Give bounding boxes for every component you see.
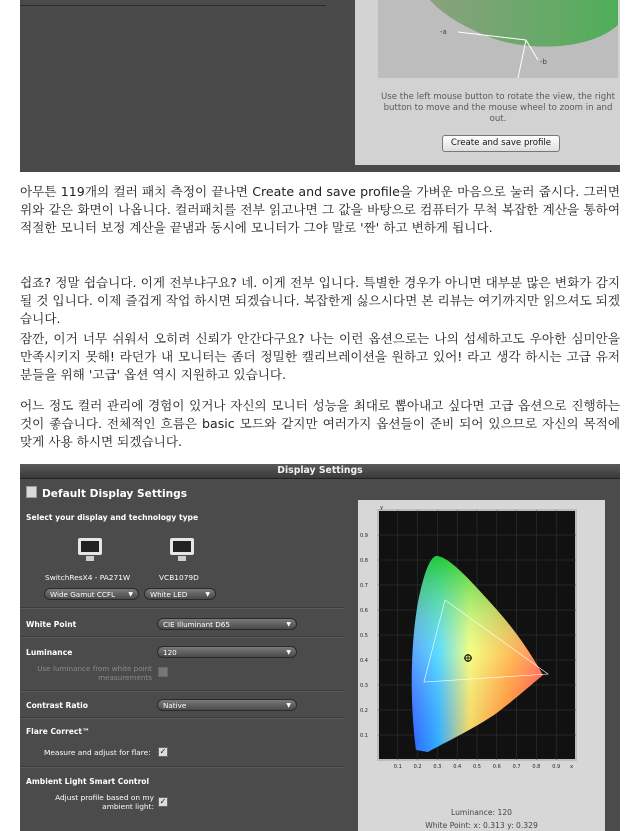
viewport-hint: Use the left mouse button to rotate the view, the right button to move and the mouse wheel to zoom in and out.: [380, 92, 616, 124]
flare-checkbox[interactable]: ✓: [159, 747, 167, 756]
article-paragraph-1: 아무튼 119개의 컬러 패치 측정이 끝나면 Create and save profile을 가벼운 마음으로 눌러 줍시다. 그러면 위와 같은 화면이 나옵니다. 컬러패치를 전부 읽고나면 그 값을 바탕으로 컴퓨터가 무척 복잡한 계산을 통하여 적절한 모니터 보정 계산을 끝냄과 동시에 모니터가 그야 말로 '짠' 하고 변하게 됩니다.: [20, 184, 620, 235]
x-tick-label: 0.9: [552, 764, 561, 770]
monitor-icon[interactable]: [77, 538, 103, 562]
y-tick-label: 0.6: [360, 608, 368, 614]
y-tick-label: 0.3: [360, 683, 368, 689]
display-name-1: SwitchResX4 - PA271W: [45, 573, 131, 582]
chevron-down-icon: ▼: [286, 649, 291, 656]
x-tick-label: 0.6: [492, 764, 501, 770]
technology-select-2[interactable]: [144, 588, 216, 600]
display-settings-window: [20, 464, 620, 831]
y-tick-label: 0.4: [360, 658, 368, 664]
chevron-down-icon: ▼: [286, 702, 291, 709]
section-header: [26, 486, 187, 500]
technology-select-1[interactable]: [44, 588, 139, 600]
ambient-checkbox[interactable]: ✓: [159, 797, 167, 806]
article-paragraph-2: 쉽죠? 정말 쉽습니다. 이게 전부냐구요? 네. 이게 전부 입니다. 특별한 경우가 아니면 대부분 많은 변화가 감지 될 것 입니다. 이제 즐겁게 작업 하시면 되겠습니다. 복잡한게 싫으시다면 본 리뷰는 여기까지만 읽으셔도 되겠습니다.: [20, 275, 620, 326]
axis-a-label: -a: [440, 28, 447, 36]
y-tick-label: 0.8: [360, 558, 368, 564]
luminance-label: Luminance: [26, 648, 73, 657]
y-tick-label: 0.2: [360, 708, 368, 714]
white-point-select[interactable]: [157, 618, 297, 630]
divider: [20, 690, 345, 692]
y-tick-label: 0.5: [360, 633, 368, 639]
x-tick-label: 0.5: [473, 764, 481, 770]
x-tick-label: 0.1: [393, 764, 402, 770]
window-title: Display Settings: [20, 464, 620, 479]
create-save-profile-button[interactable]: Create and save profile: [442, 135, 560, 152]
divider: [20, 607, 345, 609]
flare-option-label: Measure and adjust for flare:: [44, 748, 151, 757]
select-display-label: Select your display and technology type: [26, 513, 199, 522]
article-paragraph-4: 어느 정도 컬러 관리에 경험이 있거나 자신의 모니터 성능을 최대로 뽑아내고 싶다면 고급 옵션으로 진행하는 것이 좋습니다. 전체적인 흐름은 basic 모드와 같지만 여러가지 옵션들이 준비 되어 있으므로 자신의 목적에 맞게 사용 하시면 되겠습니다.: [20, 398, 620, 449]
gamut-3d-plot: [378, 0, 618, 78]
section-title: Default Display Settings: [42, 488, 188, 500]
luminance-value: 120: [163, 648, 177, 657]
luminance-select[interactable]: [157, 646, 297, 658]
axis-b-label: -b: [540, 58, 547, 66]
white-point-label: White Point: [26, 620, 77, 629]
monitor-icon[interactable]: [169, 538, 195, 562]
contrast-ratio-select[interactable]: [157, 699, 297, 711]
luminance-from-wp-checkbox[interactable]: [158, 667, 168, 677]
display-name-2: VCB1079D: [159, 573, 199, 582]
white-point-value: CIE Illuminant D65: [163, 620, 230, 629]
divider: [20, 766, 345, 768]
chevron-down-icon: ▼: [128, 591, 133, 598]
x-tick-labels: [394, 764, 560, 770]
article-paragraph-3: 잠깐, 이거 너무 쉬워서 오히려 신뢰가 안간다구요? 나는 이런 옵션으로는 나의 섬세하고도 우아한 심미안을 만족시키지 못해! 라던가 내 모니터는 좀더 정밀한 캘리브레이션을 원하고 있어! 라고 생각 하시는 고급 유저 분들을 위해 '고급' 옵션 역시 지원하고 있습니다.: [20, 331, 620, 382]
x-tick-label: 0.8: [532, 764, 541, 770]
divider: [20, 5, 326, 6]
cie-luminance: Luminance: 120: [450, 808, 512, 817]
x-tick-label: 0.4: [453, 764, 462, 770]
x-tick-label: 0.3: [433, 764, 442, 770]
cie-chromaticity-diagram: [358, 500, 605, 800]
luminance-from-wp-label: Use luminance from white point measurements: [37, 664, 152, 682]
y-tick-labels: [360, 533, 368, 739]
x-tick-label: 0.7: [512, 764, 521, 770]
ambient-option-label: Adjust profile based on my ambient light:: [55, 793, 154, 811]
chevron-down-icon: ▼: [205, 591, 210, 598]
divider: [20, 717, 345, 719]
ambient-light-label: Ambient Light Smart Control: [26, 777, 150, 786]
technology-select-2-value: White LED: [150, 590, 188, 599]
x-axis-label: x: [570, 764, 574, 770]
technology-select-1-value: Wide Gamut CCFL: [50, 590, 116, 599]
flare-correct-label: Flare Correct™: [26, 727, 90, 736]
chevron-down-icon: ▼: [286, 621, 291, 628]
cie-chart-panel: [358, 500, 605, 831]
x-tick-label: 0.2: [413, 764, 422, 770]
y-tick-label: 0.7: [360, 583, 368, 589]
y-tick-label: 0.1: [360, 733, 368, 739]
profile-screenshot: [20, 0, 620, 172]
document-icon: [26, 486, 37, 498]
gamut-3d-viewport[interactable]: [378, 0, 618, 78]
divider: [20, 636, 345, 638]
contrast-ratio-value: Native: [163, 701, 187, 710]
cie-white-point: White Point: x: 0.313 y: 0.329: [425, 821, 538, 830]
y-tick-label: 0.9: [360, 533, 368, 539]
y-axis-label: y: [380, 505, 384, 511]
contrast-ratio-label: Contrast Ratio: [26, 701, 88, 710]
